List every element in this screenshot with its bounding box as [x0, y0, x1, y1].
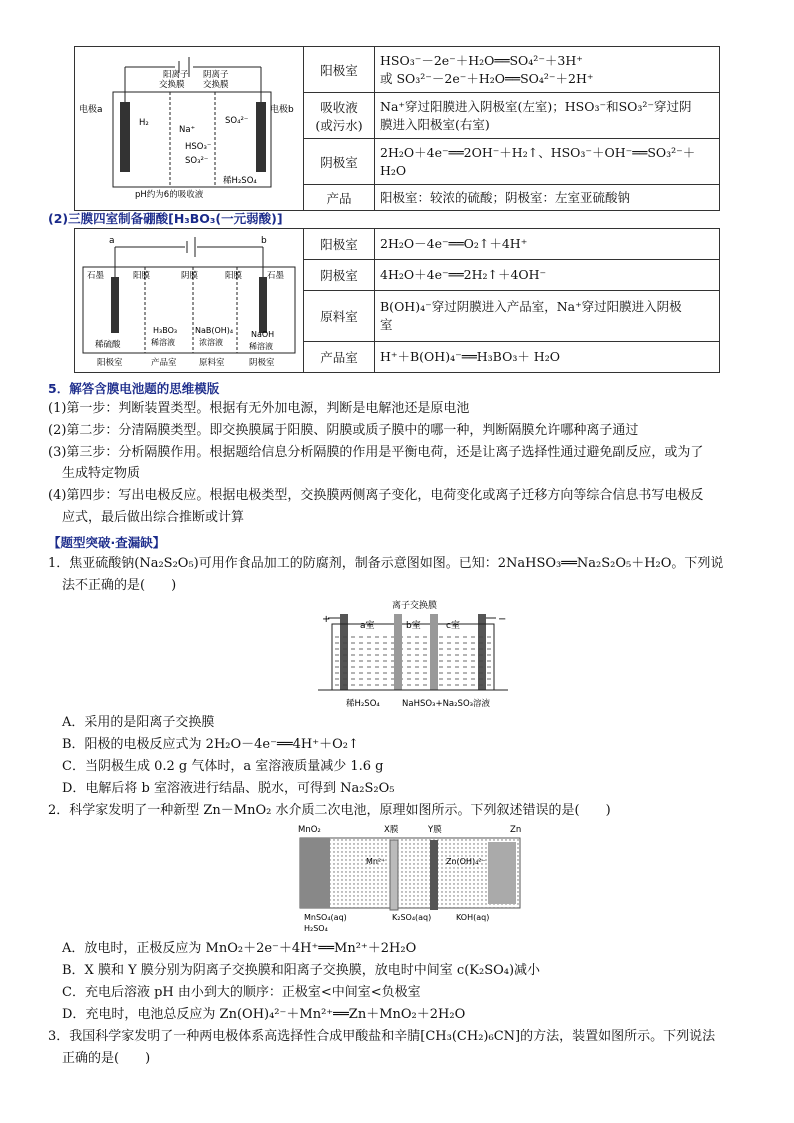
table-cell-label: 原料室 — [304, 291, 375, 342]
q1-fig-membrane: 离子交换膜 — [392, 601, 438, 611]
table-cell-label: 吸收液 (或污水) — [304, 93, 375, 139]
practice-header: 【题型突破·查漏缺】 — [48, 535, 166, 550]
step-3: (3)第三步：分析隔膜作用。根据题给信息分析隔膜的作用是平衡电荷，还是让离子选择性通过避免副反应，或为了 — [48, 445, 704, 460]
fig2-membrane-2: 阴膜 — [181, 271, 199, 281]
fig2-membrane-3: 阳膜 — [225, 271, 243, 281]
q1-fig-c: c室 — [446, 621, 460, 631]
q3-stem: 3．我国科学家发明了一种两电极体系高选择性合成甲酸盐和辛腈[CH₃(CH₂)₆CN]的方法，装置如图所示。下列说法 — [48, 1029, 716, 1044]
fig1-cation-membrane: 阴离子 — [203, 70, 229, 80]
q3-stem-cont: 正确的是( ) — [62, 1051, 151, 1066]
fig1-so4: SO₄²⁻ — [225, 116, 249, 126]
table-cell-text: 2H₂O＋4e⁻══2OH⁻＋H₂↑、HSO₃⁻＋OH⁻══SO₃²⁻＋ H₂O — [375, 139, 720, 185]
q2-option-a: A．放电时，正极反应为 MnO₂＋2e⁻＋4H⁺══Mn²⁺＋2H₂O — [62, 941, 417, 956]
fig2-solution-4b: 稀溶液 — [249, 342, 273, 351]
q2-fig-znoh: Zn(OH)₄²⁻ — [446, 857, 486, 866]
fig2-solution-2a: H₃BO₃ — [153, 326, 178, 335]
figure-cell — [75, 47, 304, 211]
fig2-graphite-right: 石墨 — [267, 271, 285, 281]
table-cell-text: HSO₃⁻－2e⁻＋H₂O══SO₄²⁻＋3H⁺ 或 SO₃²⁻－2e⁻＋H₂O══SO₄²⁻＋2H⁺ — [375, 47, 720, 93]
table-cell-text: B(OH)₄⁻穿过阴膜进入产品室，Na⁺穿过阳膜进入阴极 室 — [375, 291, 720, 342]
table-row — [75, 47, 720, 93]
table-cell-label: 产品 — [304, 185, 375, 211]
q2-stem: 2．科学家发明了一种新型 Zn－MnO₂ 水介质二次电池，原理如图所示。下列叙述错误的是( ) — [48, 803, 611, 818]
q1-fig-b: b室 — [406, 621, 421, 631]
sulfite-electrolysis-diagram — [75, 47, 303, 207]
fig2-solution-4a: NaOH — [251, 330, 275, 339]
q2-fig-y: Y膜 — [428, 825, 442, 835]
step-2: (2)第二步：分清隔膜类型。即交换膜属于阳膜、阴膜或质子膜中的哪一种，判断隔膜允许哪种离子通过 — [48, 423, 639, 438]
q2-fig-l2: K₂SO₄(aq) — [392, 913, 432, 922]
q1-option-b: B．阳极的电极反应式为 2H₂O－4e⁻══4H⁺＋O₂↑ — [62, 737, 359, 752]
fig1-h2: H₂ — [139, 118, 149, 128]
q2-option-c: C．充电后溶液 pH 由小到大的顺序：正极室<中间室<负极室 — [62, 985, 421, 1000]
q1-fig-right-solution: NaHSO₃+Na₂SO₃溶液 — [402, 699, 491, 709]
q2-fig-mno2: MnO₂ — [298, 825, 321, 835]
fig2-membrane-1: 阳膜 — [133, 271, 151, 281]
fig2-solution-1: 稀硫酸 — [95, 340, 121, 350]
table-cell-label: 产品室 — [304, 342, 375, 373]
fig1-electrode-b: 电极b — [270, 105, 294, 115]
table-row — [75, 229, 720, 260]
fig1-anion-membrane: 阳离子 — [163, 70, 189, 80]
q2-fig-zn: Zn — [510, 825, 522, 835]
q1-fig-left-solution: 稀H₂SO₄ — [346, 699, 380, 709]
table-cell-text: Na⁺穿过阳膜进入阴极室(左室)；HSO₃⁻和SO₃²⁻穿过阴 膜进入阳极室(右室) — [375, 93, 720, 139]
fig2-chamber-3: 原料室 — [199, 358, 225, 368]
fig2-chamber-2: 产品室 — [151, 358, 177, 368]
q2-fig-x: X膜 — [384, 825, 399, 835]
figure-cell — [75, 229, 304, 373]
q1-stem: 1．焦亚硫酸钠(Na₂S₂O₅)可用作食品加工的防腐剂，制备示意图如图。已知：2NaHSO₃══Na₂S₂O₅＋H₂O。下列说 — [48, 556, 724, 571]
step-3-cont: 生成特定物质 — [62, 466, 141, 481]
fig1-cation-membrane-2: 交换膜 — [203, 80, 229, 90]
table-cell-label: 阳极室 — [304, 47, 375, 93]
table-cell-label: 阴极室 — [304, 260, 375, 291]
fig1-h2so4: 稀H₂SO₄ — [223, 176, 257, 186]
q2-fig-l1b: H₂SO₄ — [304, 924, 328, 933]
fig1-hso3: HSO₃⁻ — [185, 142, 212, 152]
q2-option-b: B．X 膜和 Y 膜分别为阴离子交换膜和阳离子交换膜，放电时中间室 c(K₂SO₄)减小 — [62, 963, 541, 978]
fig2-b: b — [261, 236, 267, 246]
q1-option-d: D．电解后将 b 室溶液进行结晶、脱水，可得到 Na₂S₂O₅ — [62, 781, 395, 796]
fig1-anion-membrane-2: 交换膜 — [159, 80, 185, 90]
fig2-chamber-4: 阴极室 — [249, 358, 275, 368]
q2-diagram — [296, 822, 528, 934]
boric-acid-diagram — [75, 229, 303, 369]
q1-fig-plus: + — [322, 614, 331, 625]
q1-diagram — [318, 598, 508, 710]
section-2-title: (2)三膜四室制备硼酸[H₃BO₃(一元弱酸)] — [48, 211, 283, 226]
table-cell-text: 4H₂O＋4e⁻══2H₂↑＋4OH⁻ — [375, 260, 720, 291]
q2-fig-mn: Mn²⁺ — [366, 857, 386, 866]
fig2-graphite-left: 石墨 — [87, 271, 105, 281]
q2-option-d: D．充电时，电池总反应为 Zn(OH)₄²⁻＋Mn²⁺══Zn＋MnO₂＋2H₂O — [62, 1007, 466, 1022]
table-cell-label: 阴极室 — [304, 139, 375, 185]
table-cell-label: 阳极室 — [304, 229, 375, 260]
q1-stem-cont: 法不正确的是( ) — [62, 578, 177, 593]
fig2-solution-2b: 稀溶液 — [151, 338, 175, 347]
section-5-title: 5．解答含膜电池题的思维模版 — [48, 381, 220, 396]
fig1-so3: SO₃²⁻ — [185, 156, 209, 166]
fig1-na: Na⁺ — [179, 125, 196, 135]
q1-fig-minus: − — [498, 614, 507, 625]
q1-option-a: A．采用的是阳离子交换膜 — [62, 715, 215, 730]
table-cell-text: 阳极室：较浓的硫酸；阴极室：左室亚硫酸钠 — [375, 185, 720, 211]
q2-fig-l1: MnSO₄(aq) — [304, 913, 347, 922]
fig1-electrode-a: 电极a — [79, 105, 103, 115]
table-cell-text: 2H₂O－4e⁻══O₂↑＋4H⁺ — [375, 229, 720, 260]
q2-fig-l3: KOH(aq) — [456, 913, 490, 922]
fig2-chamber-1: 阳极室 — [97, 358, 123, 368]
fig2-solution-3a: NaB(OH)₄ — [195, 326, 234, 335]
table-cell-text: H⁺＋B(OH)₄⁻══H₃BO₃＋ H₂O — [375, 342, 720, 373]
step-4: (4)第四步：写出电极反应。根据电极类型，交换膜两侧离子变化，电荷变化或离子迁移方向等综合信息书写电极反 — [48, 488, 704, 503]
fig2-solution-3b: 浓溶液 — [199, 338, 223, 347]
fig1-ph-label: pH约为6的吸收液 — [135, 190, 204, 200]
step-1: (1)第一步：判断装置类型。根据有无外加电源，判断是电解池还是原电池 — [48, 401, 470, 416]
table-boric-acid — [74, 228, 720, 373]
q1-fig-a: a室 — [360, 621, 375, 631]
table-sulfite-electrolysis — [74, 46, 720, 211]
fig2-a: a — [109, 236, 115, 246]
step-4-cont: 应式，最后做出综合推断或计算 — [62, 510, 245, 525]
q1-option-c: C．当阴极生成 0.2 g 气体时，a 室溶液质量减少 1.6 g — [62, 759, 384, 774]
